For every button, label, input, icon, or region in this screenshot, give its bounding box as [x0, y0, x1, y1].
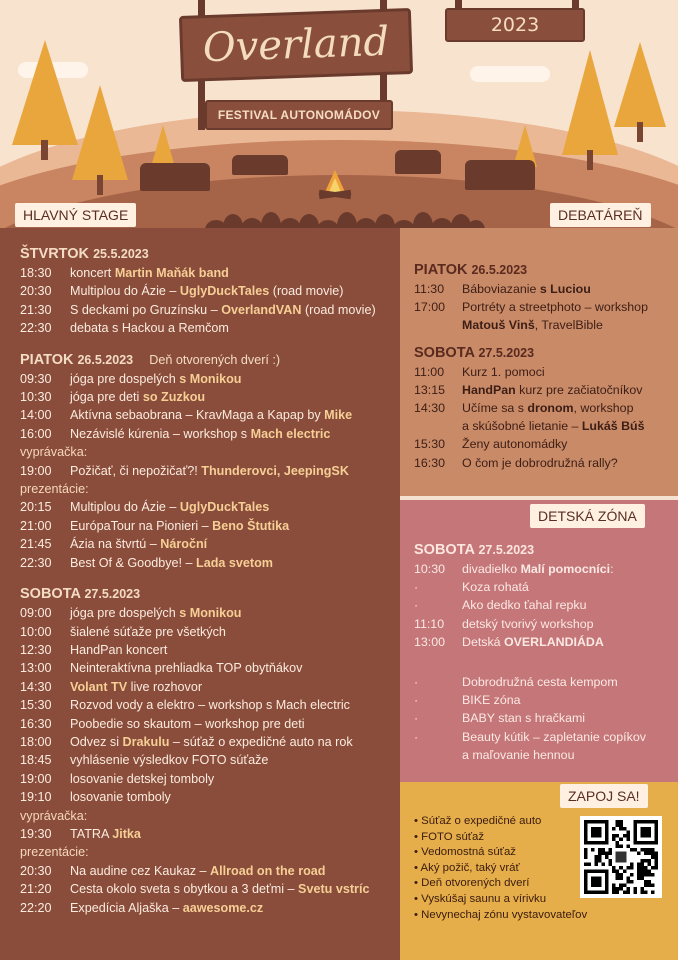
event-highlight: s Monikou	[179, 606, 242, 621]
campfire-icon	[315, 168, 355, 204]
schedule-row	[414, 381, 678, 399]
event-text: Multiplou do Ázie –	[70, 500, 180, 515]
event-time: ·	[414, 580, 419, 595]
event-description	[70, 899, 263, 917]
schedule-list	[414, 363, 678, 472]
event-time: 16:00	[20, 426, 52, 441]
schedule-row	[414, 709, 678, 727]
schedule-row	[414, 615, 678, 633]
cloud-icon	[470, 66, 550, 82]
activity-item: • FOTO súťaž	[414, 830, 678, 846]
event-text: O čom je dobrodružná rally?	[462, 455, 618, 470]
event-highlight: Mike	[324, 408, 353, 423]
day-name: SOBOTA	[414, 542, 475, 558]
day-name: SOBOTA	[20, 586, 81, 603]
event-description	[70, 406, 352, 424]
label-debate-room: DEBATÁREŇ	[550, 203, 651, 227]
schedule-row	[414, 578, 678, 596]
event-highlight: Svetu vstríc	[298, 882, 370, 897]
event-description	[70, 604, 242, 622]
schedule-row	[20, 406, 400, 424]
tree-icon	[70, 85, 130, 195]
event-text: Odvez si	[70, 734, 123, 749]
debate-room-panel	[400, 228, 678, 496]
event-time: 09:30	[20, 371, 52, 386]
qr-code-icon[interactable]	[580, 816, 662, 898]
day-date: 27.5.2023	[84, 587, 141, 602]
day-name: SOBOTA	[414, 344, 475, 361]
event-time: ·	[414, 729, 419, 744]
event-description	[70, 623, 226, 641]
event-description	[70, 282, 343, 300]
event-time: 14:30	[20, 679, 52, 694]
event-time: 21:30	[20, 302, 52, 317]
event-text: (road movie)	[301, 302, 376, 317]
event-text: Neinteraktívna prehliadka TOP obytňákov	[70, 661, 303, 676]
event-description	[70, 264, 229, 282]
event-time: 13:00	[20, 661, 52, 676]
event-time: 21:45	[20, 537, 52, 552]
event-highlight: Lada svetom	[196, 555, 274, 570]
schedule-row	[20, 899, 400, 917]
event-description	[70, 715, 305, 733]
event-highlight: Lukáš Búš	[581, 419, 645, 434]
event-time	[414, 746, 462, 764]
event-description	[462, 746, 574, 764]
section-subtitle: vyprávačka:	[20, 445, 88, 460]
schedule-list	[20, 862, 400, 917]
event-time	[414, 417, 462, 435]
event-highlight: Allroad on the road	[210, 863, 326, 878]
day-heading	[414, 542, 678, 558]
event-text: Báboviazanie	[462, 282, 540, 296]
schedule-row	[20, 715, 400, 733]
day-heading	[20, 586, 400, 602]
schedule-row	[20, 733, 400, 751]
schedule-row	[20, 770, 400, 788]
day-name: PIATOK	[414, 262, 468, 278]
schedule-row	[414, 728, 678, 746]
event-text: :	[610, 562, 614, 576]
event-description	[70, 788, 171, 806]
event-time: 18:00	[20, 734, 52, 749]
section-subtitle: vyprávačka:	[20, 808, 88, 823]
event-text: S deckami po Gruzínsku –	[70, 302, 222, 317]
event-highlight: Matouš Vinš	[462, 318, 535, 333]
schedule-row	[20, 641, 400, 659]
section-subtitle: prezentácie:	[20, 845, 89, 860]
event-highlight: Martin Maňák band	[114, 266, 229, 280]
event-description	[462, 280, 591, 298]
event-description	[70, 370, 242, 388]
schedule-row	[20, 659, 400, 677]
schedule-list	[414, 560, 678, 651]
event-description	[462, 381, 642, 399]
label-kids-zone: DETSKÁ ZÓNA	[530, 504, 645, 528]
schedule-row	[20, 535, 400, 553]
schedule-row	[414, 435, 678, 453]
event-text: a maľovanie hennou	[462, 747, 575, 762]
activity-item: • Deň otvorených dverí	[414, 876, 678, 892]
event-time: 11:10	[414, 616, 445, 631]
event-text: live rozhovor	[127, 679, 203, 694]
schedule-row	[414, 633, 678, 651]
event-text: HandPan koncert	[70, 642, 168, 657]
schedule-row	[20, 319, 400, 337]
schedule-row	[414, 280, 678, 298]
day-heading	[414, 262, 678, 278]
activity-item: • Nevynechaj zónu vystavovateľov	[414, 908, 678, 924]
event-highlight: UglyDuckTales	[179, 500, 270, 515]
event-time: 15:30	[414, 437, 446, 452]
offroad-truck-icon	[395, 150, 441, 174]
schedule-list	[20, 462, 400, 480]
event-description	[70, 425, 330, 443]
event-description	[70, 659, 302, 677]
event-text: Na audine cez Kaukaz –	[70, 863, 211, 878]
event-description	[462, 578, 529, 596]
event-time: 22:30	[20, 555, 52, 570]
event-description	[70, 641, 167, 659]
event-description	[70, 517, 289, 535]
event-description	[462, 417, 645, 435]
event-highlight: Thunderovci, JeepingSK	[201, 463, 349, 478]
event-time: 11:00	[414, 364, 445, 379]
offroad-car-icon	[140, 163, 210, 191]
event-text: Aktívna sebaobrana – KravMaga a Kapap by	[70, 408, 325, 423]
schedule-row-continued	[414, 316, 678, 334]
schedule-row	[414, 298, 678, 316]
day-date: 25.5.2023	[93, 247, 149, 261]
schedule-row	[20, 517, 400, 535]
event-time: ·	[414, 598, 419, 613]
event-text: Koza rohatá	[462, 580, 529, 595]
year-sign	[445, 8, 585, 42]
schedule-list	[414, 280, 678, 335]
event-text: (road movie)	[269, 284, 344, 299]
schedule-row	[20, 282, 400, 300]
schedule-row	[20, 880, 400, 898]
event-time: 20:30	[20, 284, 52, 299]
event-time: 22:20	[20, 900, 52, 915]
event-description	[462, 435, 567, 453]
event-time: 12:30	[20, 642, 52, 657]
event-text: Ženy autonomádky	[462, 437, 568, 452]
event-time: ·	[414, 693, 419, 708]
event-time	[414, 316, 462, 334]
event-text: BABY stan s hračkami	[462, 711, 586, 726]
event-time: 09:00	[20, 606, 52, 621]
event-time: 10:30	[414, 562, 446, 576]
event-time: 20:15	[20, 500, 52, 515]
label-get-involved: ZAPOJ SA!	[560, 784, 648, 808]
day-name: PIATOK	[20, 351, 74, 368]
event-highlight: Drakulu	[122, 734, 170, 749]
schedule-row	[414, 560, 678, 578]
event-highlight: Jitka	[112, 826, 141, 841]
subtitle-sign	[205, 100, 393, 130]
day-heading	[414, 345, 678, 361]
event-highlight: UglyDuckTales	[179, 284, 270, 299]
event-description	[462, 560, 614, 578]
event-text: – súťaž o expedičné auto na rok	[169, 734, 353, 749]
event-description	[70, 462, 349, 480]
schedule-row	[414, 363, 678, 381]
event-highlight: aawesome.cz	[182, 900, 264, 915]
schedule-row	[414, 596, 678, 614]
event-time: 10:00	[20, 624, 52, 639]
kids-zone-panel	[400, 500, 678, 782]
event-time: 22:30	[20, 321, 52, 336]
day-name: ŠTVRTOK	[20, 246, 90, 262]
schedule-row	[20, 862, 400, 880]
event-text: Ázia na štvrtú –	[70, 537, 161, 552]
event-text: Kurz 1. pomoci	[462, 364, 545, 379]
event-description	[70, 388, 205, 406]
event-highlight: OverlandVAN	[221, 302, 302, 317]
schedule-row	[20, 425, 400, 443]
event-time: 11:30	[414, 282, 445, 296]
logo-text: Overland	[202, 18, 390, 72]
event-text: Best Of & Goodbye! –	[70, 555, 197, 570]
event-text: Rozvod vody a elektro – workshop s Mach electric	[70, 698, 350, 713]
schedule-row	[20, 788, 400, 806]
event-description	[462, 615, 594, 633]
event-text: Požičať, či nepožičať?!	[70, 463, 202, 478]
event-text: TATRA	[70, 826, 113, 841]
event-text: losovanie tomboly	[70, 790, 171, 805]
event-text: jóga pre deti	[70, 390, 143, 405]
event-highlight: s Monikou	[179, 371, 242, 386]
schedule-row	[20, 623, 400, 641]
event-description	[70, 535, 207, 553]
day-heading	[20, 246, 400, 262]
activity-item: • Vedomostná súťaž	[414, 845, 678, 861]
event-text: BIKE zóna	[462, 693, 521, 708]
event-time: ·	[414, 675, 419, 690]
event-text: Detská	[462, 634, 505, 649]
activity-item: • Vyskúšaj saunu a vírivku	[414, 892, 678, 908]
event-description	[70, 825, 141, 843]
event-text: detský tvorivý workshop	[462, 616, 594, 631]
event-time: 20:30	[20, 863, 52, 878]
event-time: 19:30	[20, 826, 52, 841]
event-description	[462, 363, 545, 381]
schedule-row	[20, 462, 400, 480]
event-time: 16:30	[414, 455, 446, 470]
event-description	[70, 862, 325, 880]
event-time: 18:45	[20, 753, 52, 768]
event-text: , workshop	[573, 401, 634, 416]
tree-icon	[612, 42, 668, 142]
event-text: Expedícia Aljaška –	[70, 900, 183, 915]
event-highlight: Malí pomocníci	[520, 562, 611, 576]
event-text: koncert	[70, 266, 115, 280]
event-text: Poobedie so skautom – workshop pre deti	[70, 716, 305, 731]
schedule-row	[414, 673, 678, 691]
event-description	[462, 399, 633, 417]
event-description	[70, 301, 376, 319]
event-text: vyhlásenie výsledkov FOTO súťaže	[70, 753, 269, 768]
schedule-row	[414, 691, 678, 709]
event-time: 21:20	[20, 882, 52, 897]
event-description	[70, 554, 273, 572]
tree-icon	[560, 50, 620, 170]
event-text: a skúšobné lietanie –	[462, 419, 582, 434]
event-time: 17:00	[414, 300, 446, 315]
event-description	[462, 596, 587, 614]
event-description	[70, 498, 269, 516]
event-highlight: HandPan	[462, 382, 516, 397]
event-time: 18:30	[20, 266, 52, 280]
event-description	[70, 770, 214, 788]
event-text: jóga pre dospelých	[70, 371, 180, 386]
event-description	[70, 678, 202, 696]
event-time: 19:00	[20, 463, 52, 478]
activity-item: • Súťaž o expedičné auto	[414, 814, 678, 830]
schedule-row	[414, 417, 678, 435]
event-text: Multiplou do Ázie –	[70, 284, 180, 299]
event-description	[70, 319, 229, 337]
section-subtitle: prezentácie:	[20, 482, 89, 497]
event-time: ·	[414, 711, 419, 726]
schedule-row	[20, 301, 400, 319]
schedule-list	[20, 604, 400, 806]
event-time: 10:30	[20, 390, 52, 405]
activity-item: • Aký požič, taký vráť	[414, 861, 678, 877]
event-text: Cesta okolo sveta s obytkou a 3 deťmi –	[70, 882, 299, 897]
event-time: 13:00	[414, 634, 446, 649]
schedule-row	[20, 696, 400, 714]
schedule-list	[414, 673, 678, 764]
event-description	[462, 633, 604, 651]
schedule-row	[20, 370, 400, 388]
event-time: 15:30	[20, 698, 52, 713]
event-text: Nezávislé kúrenia – workshop s	[70, 426, 251, 441]
schedule-row	[414, 746, 678, 764]
event-description	[462, 728, 646, 746]
schedule-row	[20, 751, 400, 769]
event-text: divadielko	[462, 562, 521, 576]
event-description	[462, 673, 618, 691]
day-heading	[20, 352, 400, 368]
event-text: Beauty kútik – zapletanie copíkov	[462, 729, 646, 744]
event-time: 16:30	[20, 716, 52, 731]
event-highlight: s Luciou	[539, 282, 591, 296]
schedule-list	[20, 498, 400, 572]
label-main-stage: HLAVNÝ STAGE	[15, 203, 136, 227]
event-text: Učíme sa s	[462, 401, 528, 416]
camper-van-icon	[465, 160, 535, 190]
day-note: Deň otvorených dverí :)	[149, 352, 281, 367]
event-description	[462, 709, 585, 727]
event-description	[70, 880, 369, 898]
event-highlight: Mach electric	[250, 426, 331, 441]
schedule-list	[20, 370, 400, 444]
event-description	[70, 733, 353, 751]
event-time: 21:00	[20, 518, 52, 533]
schedule-list	[20, 264, 400, 338]
event-text: šialené súťaže pre všetkých	[70, 624, 226, 639]
event-text: EurópaTour na Pionieri –	[70, 518, 213, 533]
event-description	[462, 298, 648, 316]
event-description	[70, 696, 350, 714]
event-time: 14:00	[20, 408, 52, 423]
schedule-row	[20, 498, 400, 516]
event-description	[462, 316, 603, 334]
main-stage-panel	[0, 228, 400, 960]
event-description	[462, 691, 521, 709]
event-text: Dobrodružná cesta kempom	[462, 675, 618, 690]
event-time: 19:00	[20, 771, 52, 786]
overland-logo	[179, 8, 413, 82]
event-time: 13:15	[414, 382, 446, 397]
event-time: 14:30	[414, 401, 446, 416]
event-text: losovanie detskej tomboly	[70, 771, 215, 786]
schedule-row	[414, 399, 678, 417]
subtitle-text: FESTIVAL AUTONOMÁDOV	[217, 108, 381, 122]
event-highlight: Volant TV	[70, 679, 128, 694]
offroad-car-icon	[232, 155, 288, 175]
event-highlight: Beno Štutika	[212, 518, 290, 533]
event-time: 19:10	[20, 790, 52, 805]
event-text: debata s Hackou a Remčom	[70, 321, 229, 336]
event-text: , TravelBible	[534, 318, 603, 333]
event-text: kurz pre začiatočníkov	[515, 382, 643, 397]
event-highlight: Nároční	[160, 537, 208, 552]
schedule-row	[20, 604, 400, 622]
event-highlight: so Zuzkou	[142, 390, 206, 405]
day-date: 26.5.2023	[471, 263, 528, 277]
event-text: Ako dedko ťahal repku	[462, 598, 587, 613]
schedule-row	[20, 264, 400, 282]
schedule-row	[20, 554, 400, 572]
schedule-list	[20, 825, 400, 843]
year-text: 2023	[490, 14, 540, 36]
event-description	[70, 751, 268, 769]
schedule-row	[20, 678, 400, 696]
event-text: Portréty a streetphoto – workshop	[462, 300, 648, 315]
event-text: jóga pre dospelých	[70, 606, 180, 621]
schedule-row	[414, 454, 678, 472]
day-date: 27.5.2023	[478, 543, 535, 557]
event-description	[462, 454, 618, 472]
schedule-row	[20, 388, 400, 406]
day-date: 26.5.2023	[77, 352, 134, 367]
day-date: 27.5.2023	[478, 345, 535, 360]
schedule-row	[20, 825, 400, 843]
event-highlight: OVERLANDIÁDA	[504, 634, 604, 649]
event-highlight: dronom	[527, 401, 574, 416]
